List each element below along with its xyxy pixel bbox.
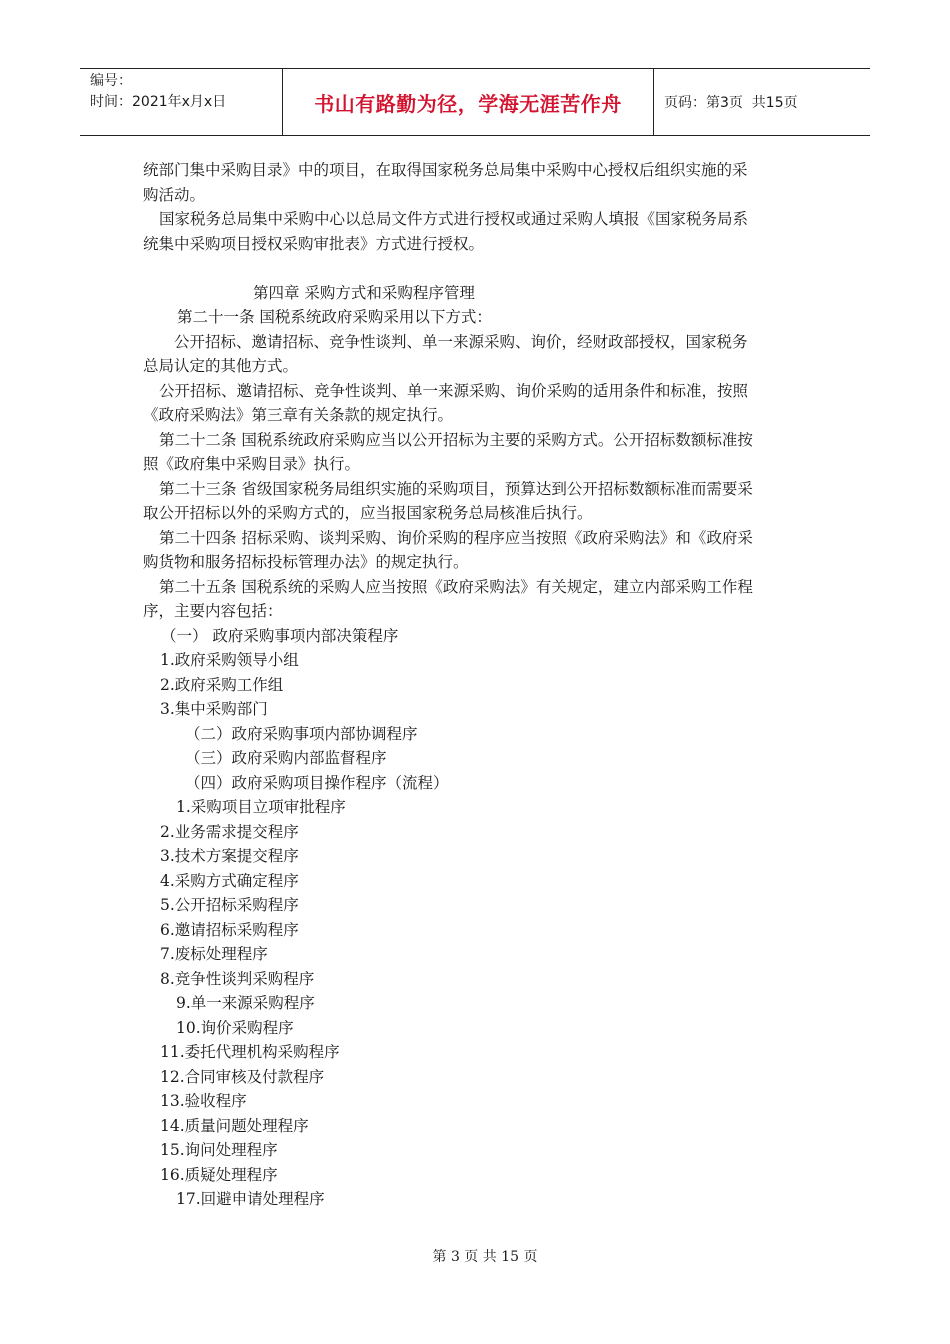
list-item: 2.业务需求提交程序: [160, 822, 299, 841]
article-line: 第二十三条 省级国家税务局组织实施的采购项目，预算达到公开招标数额标准而需要采: [159, 479, 753, 498]
document-date-label: 时间：2021年x月x日: [90, 94, 227, 110]
article-line: 第二十一条 国税系统政府采购采用以下方式：: [177, 308, 492, 326]
header-page-info: [654, 69, 870, 135]
body-line: 照《政府集中采购目录》执行。: [143, 455, 361, 473]
body-line: 公开招标、邀请招标、竞争性谈判、单一来源采购、询价采购的适用条件和标准，按照: [159, 381, 749, 400]
list-item: 2.政府采购工作组: [160, 675, 284, 694]
list-item: 17.回避申请处理程序: [176, 1190, 325, 1208]
section-item: （三）政府采购内部监督程序: [185, 749, 387, 767]
list-item: 6.邀请招标采购程序: [160, 920, 299, 939]
page-footer: 第 3 页 共 15 页: [432, 1249, 538, 1265]
body-line: 总局认定的其他方式。: [143, 357, 299, 375]
header-motto: 书山有路勤为径，学海无涯苦作舟: [283, 69, 654, 135]
article-line: 第二十二条 国税系统政府采购应当以公开招标为主要的采购方式。公开招标数额标准按: [159, 430, 753, 449]
list-item: 5.公开招标采购程序: [160, 896, 299, 914]
list-item: 3.集中采购部门: [160, 700, 268, 718]
section-item: （四）政府采购项目操作程序（流程）: [185, 773, 449, 792]
list-item: 3.技术方案提交程序: [160, 847, 299, 865]
list-item: 12.合同审核及付款程序: [160, 1067, 325, 1086]
list-item: 14.质量问题处理程序: [160, 1116, 309, 1135]
list-item: 11.委托代理机构采购程序: [160, 1043, 340, 1061]
article-line: 第二十四条 招标采购、谈判采购、询价采购的程序应当按照《政府采购法》和《政府采: [159, 528, 753, 547]
header-meta-cell: [80, 69, 283, 135]
paragraph-gap: [143, 256, 813, 281]
section-item: （一） 政府采购事项内部决策程序: [161, 626, 399, 645]
list-item: 4.采购方式确定程序: [160, 871, 299, 890]
header-page-info-text: 页码：第3页 共15页: [664, 95, 798, 111]
body-line: 国家税务总局集中采购中心以总局文件方式进行授权或通过采购人填报《国家税务局系: [159, 210, 749, 228]
page-header: [80, 68, 870, 136]
body-line: 取公开招标以外的采购方式的，应当报国家税务总局核准后执行。: [143, 504, 593, 522]
chapter-heading: 第四章 采购方式和采购程序管理: [253, 283, 475, 302]
list-item: 13.验收程序: [160, 1092, 247, 1110]
document-body: [143, 158, 813, 1212]
list-item: 15.询问处理程序: [160, 1141, 278, 1159]
list-item: 1.政府采购领导小组: [160, 651, 299, 669]
list-item: 16.质疑处理程序: [160, 1165, 278, 1184]
list-item: 9.单一来源采购程序: [176, 994, 315, 1012]
list-item: 8.竞争性谈判采购程序: [160, 969, 315, 988]
section-item: （二）政府采购事项内部协调程序: [185, 724, 418, 743]
body-line: 统集中采购项目授权采购审批表》方式进行授权。: [143, 234, 485, 253]
body-line: 购货物和服务招标投标管理办法》的规定执行。: [143, 553, 469, 571]
document-number-label: 编号：: [90, 73, 132, 89]
body-line: 序，主要内容包括：: [143, 602, 283, 620]
list-item: 7.废标处理程序: [160, 945, 268, 963]
article-line: 第二十五条 国税系统的采购人应当按照《政府采购法》有关规定，建立内部采购工作程: [159, 577, 753, 596]
body-line: 公开招标、邀请招标、竞争性谈判、单一来源采购、询价，经财政部授权，国家税务: [174, 332, 748, 351]
body-line: 统部门集中采购目录》中的项目，在取得国家税务总局集中采购中心授权后组织实施的采: [143, 161, 748, 179]
body-line: 购活动。: [143, 185, 206, 204]
body-line: 《政府采购法》第三章有关条款的规定执行。: [143, 406, 454, 424]
list-item: 10.询价采购程序: [176, 1018, 294, 1037]
list-item: 1.采购项目立项审批程序: [176, 798, 346, 816]
